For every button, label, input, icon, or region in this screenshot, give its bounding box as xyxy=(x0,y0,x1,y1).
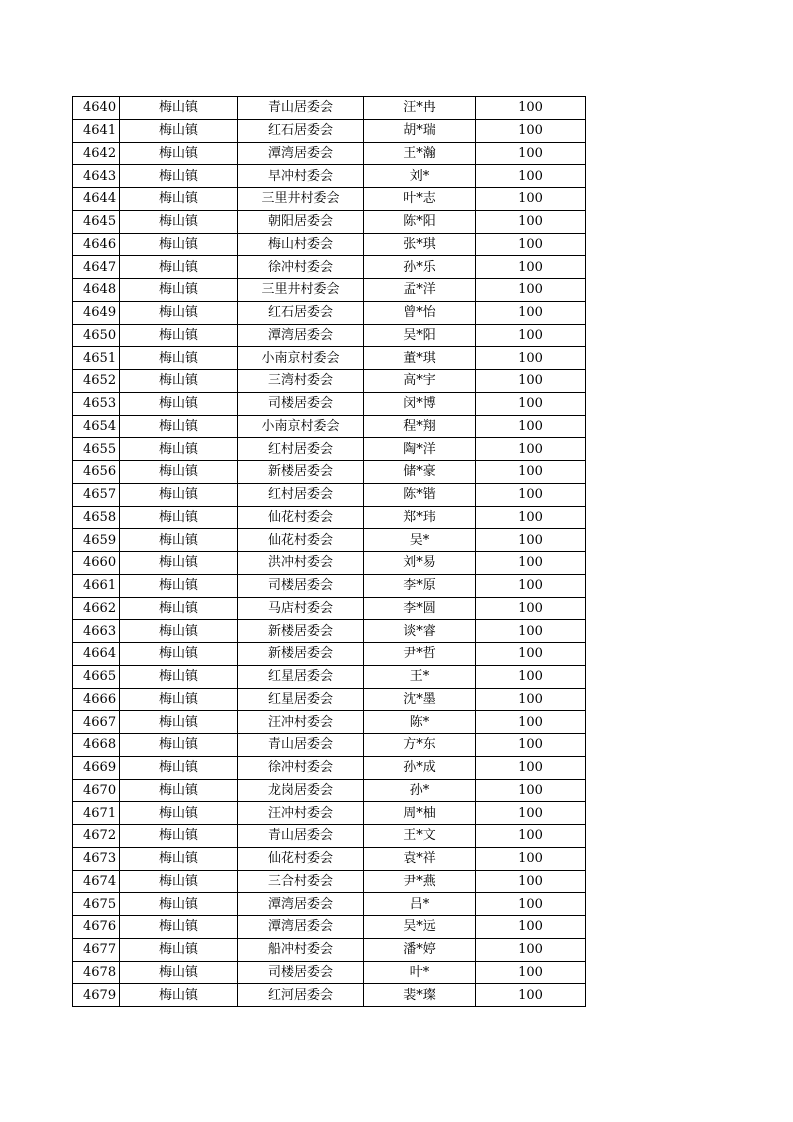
record-number-cell: 4651 xyxy=(73,347,120,370)
amount-cell: 100 xyxy=(476,984,586,1007)
record-number-cell: 4647 xyxy=(73,256,120,279)
amount-cell: 100 xyxy=(476,938,586,961)
amount-cell: 100 xyxy=(476,165,586,188)
town-cell: 梅山镇 xyxy=(120,643,238,666)
committee-cell: 红石居委会 xyxy=(238,119,364,142)
table-row xyxy=(73,97,586,120)
amount-cell: 100 xyxy=(476,825,586,848)
record-number-cell: 4652 xyxy=(73,370,120,393)
table-row xyxy=(73,756,586,779)
record-number-cell: 4664 xyxy=(73,643,120,666)
record-number-cell: 4656 xyxy=(73,461,120,484)
record-number-cell: 4659 xyxy=(73,529,120,552)
name-cell: 陈*阳 xyxy=(364,210,476,233)
committee-cell: 青山居委会 xyxy=(238,97,364,120)
name-cell: 曾*怡 xyxy=(364,301,476,324)
name-cell: 胡*瑞 xyxy=(364,119,476,142)
table-row xyxy=(73,370,586,393)
name-cell: 沈*墨 xyxy=(364,688,476,711)
name-cell: 潘*婷 xyxy=(364,938,476,961)
amount-cell: 100 xyxy=(476,916,586,939)
name-cell: 汪*冉 xyxy=(364,97,476,120)
town-cell: 梅山镇 xyxy=(120,984,238,1007)
name-cell: 李*圆 xyxy=(364,597,476,620)
amount-cell: 100 xyxy=(476,665,586,688)
committee-cell: 新楼居委会 xyxy=(238,643,364,666)
amount-cell: 100 xyxy=(476,438,586,461)
town-cell: 梅山镇 xyxy=(120,893,238,916)
name-cell: 高*宇 xyxy=(364,370,476,393)
amount-cell: 100 xyxy=(476,688,586,711)
name-cell: 王* xyxy=(364,665,476,688)
table-row xyxy=(73,506,586,529)
record-number-cell: 4674 xyxy=(73,870,120,893)
committee-cell: 司楼居委会 xyxy=(238,574,364,597)
committee-cell: 红石居委会 xyxy=(238,301,364,324)
amount-cell: 100 xyxy=(476,279,586,302)
record-number-cell: 4649 xyxy=(73,301,120,324)
table-row xyxy=(73,461,586,484)
record-number-cell: 4672 xyxy=(73,825,120,848)
record-number-cell: 4644 xyxy=(73,188,120,211)
name-cell: 吕* xyxy=(364,893,476,916)
name-cell: 吴*阳 xyxy=(364,324,476,347)
town-cell: 梅山镇 xyxy=(120,392,238,415)
table-row xyxy=(73,711,586,734)
table-row xyxy=(73,825,586,848)
amount-cell: 100 xyxy=(476,324,586,347)
committee-cell: 龙岗居委会 xyxy=(238,779,364,802)
table-row xyxy=(73,734,586,757)
table-row xyxy=(73,620,586,643)
table-row xyxy=(73,597,586,620)
committee-cell: 三里井村委会 xyxy=(238,279,364,302)
record-number-cell: 4679 xyxy=(73,984,120,1007)
record-number-cell: 4640 xyxy=(73,97,120,120)
table-row xyxy=(73,233,586,256)
table-row xyxy=(73,665,586,688)
amount-cell: 100 xyxy=(476,893,586,916)
name-cell: 陈*锴 xyxy=(364,483,476,506)
town-cell: 梅山镇 xyxy=(120,461,238,484)
record-number-cell: 4665 xyxy=(73,665,120,688)
record-number-cell: 4658 xyxy=(73,506,120,529)
town-cell: 梅山镇 xyxy=(120,188,238,211)
town-cell: 梅山镇 xyxy=(120,165,238,188)
amount-cell: 100 xyxy=(476,188,586,211)
name-cell: 周*柚 xyxy=(364,802,476,825)
name-cell: 袁*祥 xyxy=(364,847,476,870)
committee-cell: 汪冲村委会 xyxy=(238,711,364,734)
roster-table xyxy=(72,96,586,1007)
record-number-cell: 4661 xyxy=(73,574,120,597)
table-row xyxy=(73,643,586,666)
table-row xyxy=(73,438,586,461)
committee-cell: 早冲村委会 xyxy=(238,165,364,188)
name-cell: 陈* xyxy=(364,711,476,734)
table-row xyxy=(73,916,586,939)
amount-cell: 100 xyxy=(476,870,586,893)
record-number-cell: 4669 xyxy=(73,756,120,779)
table-row xyxy=(73,142,586,165)
name-cell: 吴* xyxy=(364,529,476,552)
town-cell: 梅山镇 xyxy=(120,597,238,620)
committee-cell: 马店村委会 xyxy=(238,597,364,620)
committee-cell: 三合村委会 xyxy=(238,870,364,893)
table-row xyxy=(73,347,586,370)
record-number-cell: 4675 xyxy=(73,893,120,916)
name-cell: 叶*志 xyxy=(364,188,476,211)
table-row xyxy=(73,324,586,347)
name-cell: 尹*燕 xyxy=(364,870,476,893)
amount-cell: 100 xyxy=(476,597,586,620)
table-row xyxy=(73,961,586,984)
committee-cell: 三湾村委会 xyxy=(238,370,364,393)
amount-cell: 100 xyxy=(476,461,586,484)
committee-cell: 红星居委会 xyxy=(238,688,364,711)
committee-cell: 司楼居委会 xyxy=(238,961,364,984)
record-number-cell: 4663 xyxy=(73,620,120,643)
town-cell: 梅山镇 xyxy=(120,370,238,393)
amount-cell: 100 xyxy=(476,643,586,666)
table-row xyxy=(73,574,586,597)
committee-cell: 司楼居委会 xyxy=(238,392,364,415)
town-cell: 梅山镇 xyxy=(120,825,238,848)
town-cell: 梅山镇 xyxy=(120,620,238,643)
amount-cell: 100 xyxy=(476,529,586,552)
committee-cell: 船冲村委会 xyxy=(238,938,364,961)
committee-cell: 青山居委会 xyxy=(238,734,364,757)
amount-cell: 100 xyxy=(476,256,586,279)
town-cell: 梅山镇 xyxy=(120,961,238,984)
name-cell: 吴*远 xyxy=(364,916,476,939)
table-row xyxy=(73,688,586,711)
amount-cell: 100 xyxy=(476,97,586,120)
town-cell: 梅山镇 xyxy=(120,779,238,802)
amount-cell: 100 xyxy=(476,734,586,757)
committee-cell: 潭湾居委会 xyxy=(238,142,364,165)
town-cell: 梅山镇 xyxy=(120,529,238,552)
table-row xyxy=(73,847,586,870)
town-cell: 梅山镇 xyxy=(120,438,238,461)
record-number-cell: 4655 xyxy=(73,438,120,461)
committee-cell: 汪冲村委会 xyxy=(238,802,364,825)
town-cell: 梅山镇 xyxy=(120,688,238,711)
table-row xyxy=(73,392,586,415)
name-cell: 方*东 xyxy=(364,734,476,757)
name-cell: 闵*博 xyxy=(364,392,476,415)
committee-cell: 徐冲村委会 xyxy=(238,756,364,779)
name-cell: 储*豪 xyxy=(364,461,476,484)
name-cell: 王*瀚 xyxy=(364,142,476,165)
amount-cell: 100 xyxy=(476,119,586,142)
amount-cell: 100 xyxy=(476,802,586,825)
amount-cell: 100 xyxy=(476,301,586,324)
name-cell: 孙*乐 xyxy=(364,256,476,279)
record-number-cell: 4646 xyxy=(73,233,120,256)
committee-cell: 三里井村委会 xyxy=(238,188,364,211)
committee-cell: 潭湾居委会 xyxy=(238,916,364,939)
committee-cell: 朝阳居委会 xyxy=(238,210,364,233)
table-row xyxy=(73,279,586,302)
table-row xyxy=(73,165,586,188)
town-cell: 梅山镇 xyxy=(120,324,238,347)
table-row xyxy=(73,188,586,211)
amount-cell: 100 xyxy=(476,552,586,575)
committee-cell: 仙花村委会 xyxy=(238,529,364,552)
town-cell: 梅山镇 xyxy=(120,916,238,939)
name-cell: 孙* xyxy=(364,779,476,802)
town-cell: 梅山镇 xyxy=(120,665,238,688)
table-row xyxy=(73,483,586,506)
record-number-cell: 4671 xyxy=(73,802,120,825)
name-cell: 尹*哲 xyxy=(364,643,476,666)
town-cell: 梅山镇 xyxy=(120,347,238,370)
committee-cell: 小南京村委会 xyxy=(238,415,364,438)
record-number-cell: 4667 xyxy=(73,711,120,734)
town-cell: 梅山镇 xyxy=(120,552,238,575)
table-row xyxy=(73,552,586,575)
committee-cell: 红星居委会 xyxy=(238,665,364,688)
amount-cell: 100 xyxy=(476,711,586,734)
amount-cell: 100 xyxy=(476,574,586,597)
record-number-cell: 4641 xyxy=(73,119,120,142)
table-row xyxy=(73,893,586,916)
name-cell: 郑*玮 xyxy=(364,506,476,529)
amount-cell: 100 xyxy=(476,347,586,370)
amount-cell: 100 xyxy=(476,756,586,779)
name-cell: 孟*洋 xyxy=(364,279,476,302)
record-number-cell: 4673 xyxy=(73,847,120,870)
amount-cell: 100 xyxy=(476,370,586,393)
name-cell: 刘* xyxy=(364,165,476,188)
town-cell: 梅山镇 xyxy=(120,756,238,779)
amount-cell: 100 xyxy=(476,483,586,506)
town-cell: 梅山镇 xyxy=(120,483,238,506)
town-cell: 梅山镇 xyxy=(120,301,238,324)
town-cell: 梅山镇 xyxy=(120,847,238,870)
committee-cell: 红河居委会 xyxy=(238,984,364,1007)
record-number-cell: 4654 xyxy=(73,415,120,438)
table-row xyxy=(73,415,586,438)
table-row xyxy=(73,256,586,279)
roster-table-body xyxy=(73,97,586,1007)
table-row xyxy=(73,938,586,961)
committee-cell: 梅山村委会 xyxy=(238,233,364,256)
name-cell: 张*琪 xyxy=(364,233,476,256)
town-cell: 梅山镇 xyxy=(120,233,238,256)
record-number-cell: 4648 xyxy=(73,279,120,302)
name-cell: 谈*睿 xyxy=(364,620,476,643)
town-cell: 梅山镇 xyxy=(120,938,238,961)
table-row xyxy=(73,779,586,802)
town-cell: 梅山镇 xyxy=(120,802,238,825)
name-cell: 董*琪 xyxy=(364,347,476,370)
name-cell: 王*文 xyxy=(364,825,476,848)
town-cell: 梅山镇 xyxy=(120,734,238,757)
town-cell: 梅山镇 xyxy=(120,279,238,302)
name-cell: 裴*璨 xyxy=(364,984,476,1007)
record-number-cell: 4670 xyxy=(73,779,120,802)
amount-cell: 100 xyxy=(476,847,586,870)
town-cell: 梅山镇 xyxy=(120,210,238,233)
table-row xyxy=(73,529,586,552)
town-cell: 梅山镇 xyxy=(120,574,238,597)
record-number-cell: 4678 xyxy=(73,961,120,984)
table-row xyxy=(73,870,586,893)
record-number-cell: 4676 xyxy=(73,916,120,939)
table-row xyxy=(73,210,586,233)
name-cell: 李*原 xyxy=(364,574,476,597)
amount-cell: 100 xyxy=(476,142,586,165)
town-cell: 梅山镇 xyxy=(120,870,238,893)
committee-cell: 红村居委会 xyxy=(238,438,364,461)
town-cell: 梅山镇 xyxy=(120,97,238,120)
amount-cell: 100 xyxy=(476,392,586,415)
record-number-cell: 4666 xyxy=(73,688,120,711)
record-number-cell: 4643 xyxy=(73,165,120,188)
amount-cell: 100 xyxy=(476,415,586,438)
committee-cell: 潭湾居委会 xyxy=(238,324,364,347)
record-number-cell: 4650 xyxy=(73,324,120,347)
town-cell: 梅山镇 xyxy=(120,506,238,529)
name-cell: 叶* xyxy=(364,961,476,984)
committee-cell: 仙花村委会 xyxy=(238,847,364,870)
amount-cell: 100 xyxy=(476,961,586,984)
amount-cell: 100 xyxy=(476,620,586,643)
town-cell: 梅山镇 xyxy=(120,119,238,142)
committee-cell: 小南京村委会 xyxy=(238,347,364,370)
table-row xyxy=(73,301,586,324)
amount-cell: 100 xyxy=(476,779,586,802)
committee-cell: 潭湾居委会 xyxy=(238,893,364,916)
amount-cell: 100 xyxy=(476,210,586,233)
name-cell: 刘*易 xyxy=(364,552,476,575)
town-cell: 梅山镇 xyxy=(120,415,238,438)
table-row xyxy=(73,119,586,142)
name-cell: 程*翔 xyxy=(364,415,476,438)
name-cell: 孙*成 xyxy=(364,756,476,779)
record-number-cell: 4642 xyxy=(73,142,120,165)
town-cell: 梅山镇 xyxy=(120,256,238,279)
committee-cell: 青山居委会 xyxy=(238,825,364,848)
record-number-cell: 4645 xyxy=(73,210,120,233)
record-number-cell: 4657 xyxy=(73,483,120,506)
name-cell: 陶*洋 xyxy=(364,438,476,461)
committee-cell: 洪冲村委会 xyxy=(238,552,364,575)
amount-cell: 100 xyxy=(476,506,586,529)
committee-cell: 仙花村委会 xyxy=(238,506,364,529)
committee-cell: 红村居委会 xyxy=(238,483,364,506)
table-row xyxy=(73,802,586,825)
record-number-cell: 4660 xyxy=(73,552,120,575)
committee-cell: 徐冲村委会 xyxy=(238,256,364,279)
record-number-cell: 4653 xyxy=(73,392,120,415)
town-cell: 梅山镇 xyxy=(120,711,238,734)
committee-cell: 新楼居委会 xyxy=(238,620,364,643)
amount-cell: 100 xyxy=(476,233,586,256)
table-row xyxy=(73,984,586,1007)
record-number-cell: 4677 xyxy=(73,938,120,961)
committee-cell: 新楼居委会 xyxy=(238,461,364,484)
record-number-cell: 4668 xyxy=(73,734,120,757)
record-number-cell: 4662 xyxy=(73,597,120,620)
town-cell: 梅山镇 xyxy=(120,142,238,165)
